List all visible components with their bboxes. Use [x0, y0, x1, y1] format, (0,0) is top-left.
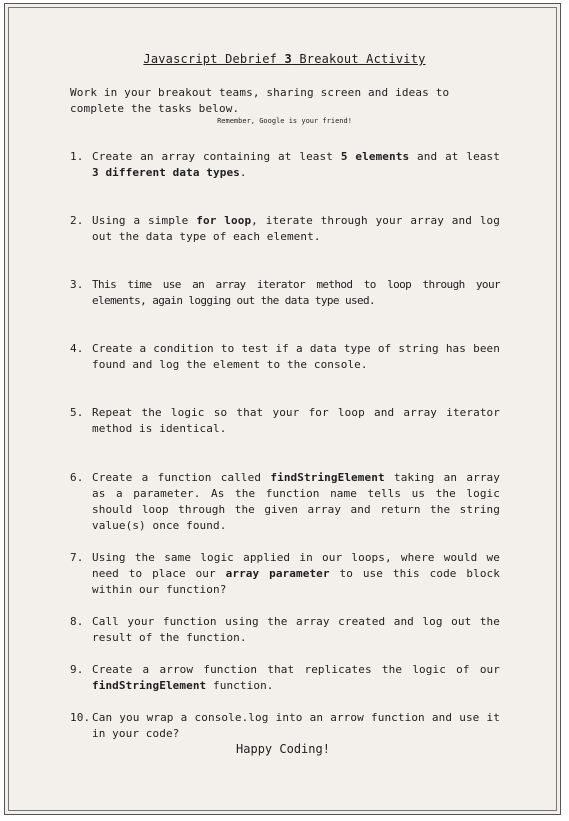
task-item-6 [70, 470, 500, 534]
task-item-1 [70, 149, 500, 181]
task-item-5 [70, 405, 500, 437]
task-text: Create a function called findStringElement taking an array as a parameter. As the function name tells us the logic should loop through the given array and return the string value(s) once found. [92, 471, 500, 532]
task-number: 9. [70, 663, 84, 676]
document-title [0, 52, 569, 66]
task-item-2 [70, 213, 500, 245]
title-text-end: Breakout Activity [291, 52, 426, 66]
task-number: 5. [70, 406, 84, 419]
reminder-note [0, 117, 569, 125]
task-text: This time use an array iterator method to loop through your elements, again logging out the data type used. [92, 278, 500, 307]
task-item-9 [70, 662, 500, 694]
title-number: 3 [284, 52, 292, 66]
title-text-start: Javascript Debrief [143, 52, 285, 66]
task-text: Can you wrap a console.log into an arrow function and use it in your code? [92, 711, 500, 740]
task-number: 10. [70, 711, 91, 724]
task-item-8 [70, 614, 500, 646]
intro-paragraph: Work in your breakout teams, sharing screen and ideas to complete the tasks below. [70, 86, 450, 115]
task-number: 1. [70, 150, 84, 163]
task-number: 2. [70, 214, 84, 227]
task-text: Using a simple for loop, iterate through your array and log out the data type of each element. [92, 214, 500, 243]
reminder-text: Remember, Google is your friend! [217, 117, 352, 125]
task-number: 7. [70, 551, 84, 564]
task-item-7 [70, 550, 500, 598]
task-number: 3. [70, 278, 84, 291]
task-text: Create a condition to test if a data type of string has been found and log the element to the console. [92, 342, 500, 371]
task-number: 8. [70, 615, 84, 628]
task-number: 4. [70, 342, 84, 355]
task-text: Using the same logic applied in our loops, where would we need to place our array parameter to use this code block within our function? [92, 551, 501, 596]
task-text: Call your function using the array created and log out the result of the function. [92, 615, 500, 644]
closing-line: Happy Coding! [236, 742, 330, 756]
task-item-3 [70, 277, 500, 309]
task-number: 6. [70, 471, 84, 484]
task-item-10 [70, 710, 500, 742]
task-text: Create an array containing at least 5 elements and at least 3 different data types. [92, 150, 500, 179]
task-item-4 [70, 341, 500, 373]
task-text: Repeat the logic so that your for loop and array iterator method is identical. [92, 406, 500, 435]
task-text: Create a arrow function that replicates the logic of our findStringElement function. [92, 663, 500, 692]
